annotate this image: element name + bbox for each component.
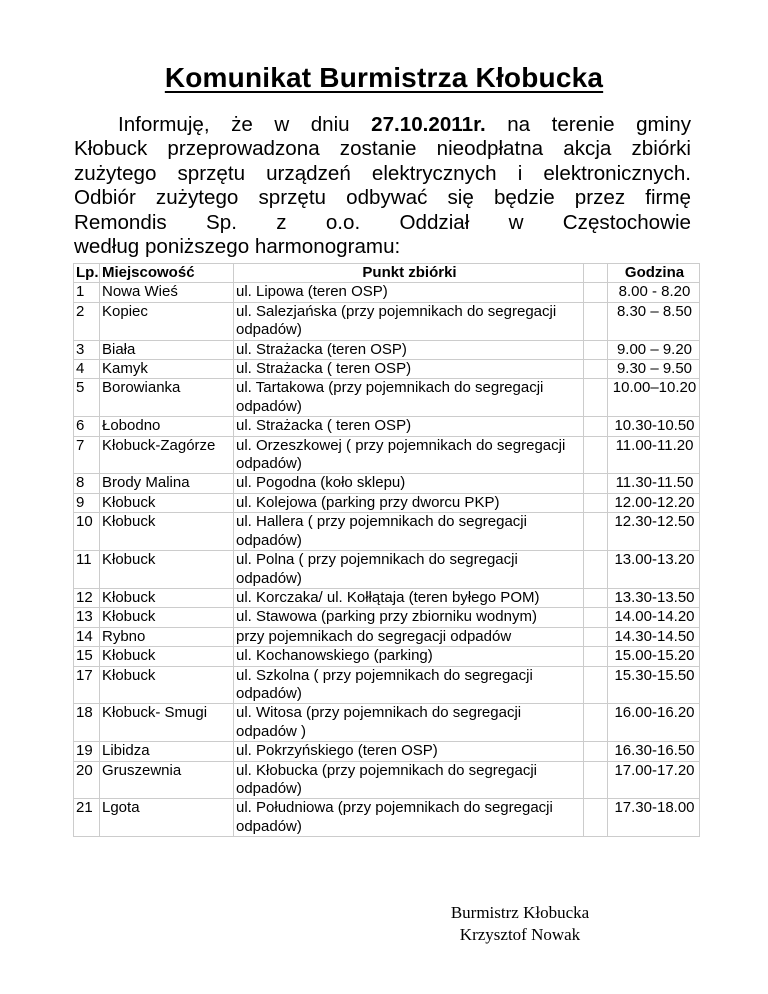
cell-time: 10.30-10.50 — [608, 417, 700, 436]
cell-place: Brody Malina — [100, 474, 234, 493]
cell-gap — [584, 417, 608, 436]
header-time: Godzina — [608, 264, 700, 283]
cell-gap — [584, 302, 608, 340]
table-row — [74, 608, 700, 627]
table-row — [74, 417, 700, 436]
table-row — [74, 761, 700, 799]
cell-point: ul. Salezjańska (przy pojemnikach do segregacji odpadów) — [234, 302, 584, 340]
signature-block — [400, 902, 640, 946]
cell-time: 13.00-13.20 — [608, 551, 700, 589]
cell-lp: 8 — [74, 474, 100, 493]
cell-gap — [584, 627, 608, 646]
cell-place: Libidza — [100, 742, 234, 761]
table-row — [74, 283, 700, 302]
cell-lp: 3 — [74, 340, 100, 359]
cell-time: 15.00-15.20 — [608, 647, 700, 666]
cell-point: ul. Lipowa (teren OSP) — [234, 283, 584, 302]
intro-line-1 — [74, 113, 691, 137]
cell-lp: 11 — [74, 551, 100, 589]
intro-line-6: według poniższego harmonogramu: — [74, 235, 401, 259]
cell-point: ul. Południowa (przy pojemnikach do segregacji odpadów) — [234, 799, 584, 837]
cell-point: ul. Tartakowa (przy pojemnikach do segregacji odpadów) — [234, 379, 584, 417]
cell-place: Łobodno — [100, 417, 234, 436]
cell-point: ul. Witosa (przy pojemnikach do segregacji odpadów ) — [234, 704, 584, 742]
intro-line-4: Odbiór zużytego sprzętu odbywać się będzie przez firmę — [74, 186, 691, 210]
cell-gap — [584, 799, 608, 837]
cell-time: 15.30-15.50 — [608, 666, 700, 704]
cell-place: Kłobuck — [100, 608, 234, 627]
cell-lp: 20 — [74, 761, 100, 799]
cell-gap — [584, 551, 608, 589]
cell-lp: 2 — [74, 302, 100, 340]
cell-point: ul. Szkolna ( przy pojemnikach do segregacji odpadów) — [234, 666, 584, 704]
cell-gap — [584, 608, 608, 627]
table-row — [74, 666, 700, 704]
cell-time: 14.00-14.20 — [608, 608, 700, 627]
cell-point: przy pojemnikach do segregacji odpadów — [234, 627, 584, 646]
table-row — [74, 513, 700, 551]
cell-time: 8.30 – 8.50 — [608, 302, 700, 340]
cell-gap — [584, 379, 608, 417]
table-row — [74, 627, 700, 646]
cell-point: ul. Strażacka ( teren OSP) — [234, 417, 584, 436]
cell-time: 11.30-11.50 — [608, 474, 700, 493]
cell-gap — [584, 647, 608, 666]
cell-lp: 21 — [74, 799, 100, 837]
header-lp: Lp. — [74, 264, 100, 283]
cell-place: Kłobuck — [100, 513, 234, 551]
cell-gap — [584, 761, 608, 799]
table-row — [74, 588, 700, 607]
cell-lp: 4 — [74, 360, 100, 379]
cell-time: 17.30-18.00 — [608, 799, 700, 837]
cell-gap — [584, 436, 608, 474]
cell-gap — [584, 588, 608, 607]
table-row — [74, 551, 700, 589]
event-date: 27.10.2011r. — [371, 113, 486, 136]
cell-lp: 15 — [74, 647, 100, 666]
cell-time: 17.00-17.20 — [608, 761, 700, 799]
cell-lp: 6 — [74, 417, 100, 436]
table-row — [74, 360, 700, 379]
cell-place: Kłobuck — [100, 647, 234, 666]
cell-place: Lgota — [100, 799, 234, 837]
cell-time: 12.00-12.20 — [608, 493, 700, 512]
cell-place: Kłobuck — [100, 551, 234, 589]
cell-time: 9.30 – 9.50 — [608, 360, 700, 379]
cell-gap — [584, 513, 608, 551]
cell-gap — [584, 283, 608, 302]
signature-name: Krzysztof Nowak — [459, 925, 581, 944]
cell-lp: 14 — [74, 627, 100, 646]
intro-paragraph — [74, 113, 691, 259]
intro-line-3: zużytego sprzętu urządzeń elektrycznych i elektronicznych. — [74, 161, 691, 185]
header-point: Punkt zbiórki — [234, 264, 584, 283]
cell-lp: 7 — [74, 436, 100, 474]
table-header-row — [74, 264, 700, 283]
table-row — [74, 302, 700, 340]
cell-time: 12.30-12.50 — [608, 513, 700, 551]
cell-point: ul. Pokrzyńskiego (teren OSP) — [234, 742, 584, 761]
cell-point: ul. Kolejowa (parking przy dworcu PKP) — [234, 493, 584, 512]
cell-lp: 18 — [74, 704, 100, 742]
cell-lp: 1 — [74, 283, 100, 302]
cell-gap — [584, 742, 608, 761]
schedule-body — [74, 283, 700, 837]
cell-time: 16.30-16.50 — [608, 742, 700, 761]
cell-point: ul. Kochanowskiego (parking) — [234, 647, 584, 666]
cell-point: ul. Kłobucka (przy pojemnikach do segregacji odpadów) — [234, 761, 584, 799]
page-title: Komunikat Burmistrza Kłobucka — [164, 62, 604, 93]
cell-lp: 9 — [74, 493, 100, 512]
intro-line-5: Remondis Sp. z o.o. Oddział w Częstochowie — [74, 210, 691, 234]
cell-place: Kłobuck — [100, 588, 234, 607]
cell-gap — [584, 340, 608, 359]
cell-point: ul. Polna ( przy pojemnikach do segregacji odpadów) — [234, 551, 584, 589]
intro-text-pre: Informuję, że w dniu — [118, 113, 372, 136]
cell-lp: 13 — [74, 608, 100, 627]
cell-place: Kłobuck-Zagórze — [100, 436, 234, 474]
intro-line-2: Kłobuck przeprowadzona zostanie nieodpłatna akcja zbiórki — [74, 137, 691, 161]
table-row — [74, 379, 700, 417]
cell-gap — [584, 704, 608, 742]
cell-place: Nowa Wieś — [100, 283, 234, 302]
table-row — [74, 474, 700, 493]
cell-place: Kopiec — [100, 302, 234, 340]
cell-time: 11.00-11.20 — [608, 436, 700, 474]
cell-place: Biała — [100, 340, 234, 359]
header-gap — [584, 264, 608, 283]
cell-time: 16.00-16.20 — [608, 704, 700, 742]
cell-point: ul. Orzeszkowej ( przy pojemnikach do segregacji odpadów) — [234, 436, 584, 474]
table-row — [74, 493, 700, 512]
table-row — [74, 436, 700, 474]
cell-place: Borowianka — [100, 379, 234, 417]
cell-lp: 10 — [74, 513, 100, 551]
table-row — [74, 799, 700, 837]
table-row — [74, 704, 700, 742]
cell-time: 13.30-13.50 — [608, 588, 700, 607]
table-row — [74, 742, 700, 761]
cell-place: Kłobuck — [100, 493, 234, 512]
header-place: Miejscowość — [100, 264, 234, 283]
cell-time: 9.00 – 9.20 — [608, 340, 700, 359]
cell-lp: 19 — [74, 742, 100, 761]
cell-gap — [584, 493, 608, 512]
cell-place: Kamyk — [100, 360, 234, 379]
cell-point: ul. Strażacka ( teren OSP) — [234, 360, 584, 379]
table-row — [74, 647, 700, 666]
cell-point: ul. Strażacka (teren OSP) — [234, 340, 584, 359]
cell-time: 8.00 - 8.20 — [608, 283, 700, 302]
schedule-table — [73, 263, 700, 837]
signature-role: Burmistrz Kłobucka — [450, 903, 590, 922]
cell-gap — [584, 474, 608, 493]
cell-point: ul. Korczaka/ ul. Kołłątaja (teren byłego POM) — [234, 588, 584, 607]
intro-text-post: na terenie gminy — [485, 113, 691, 136]
cell-point: ul. Hallera ( przy pojemnikach do segregacji odpadów) — [234, 513, 584, 551]
cell-place: Gruszewnia — [100, 761, 234, 799]
cell-gap — [584, 360, 608, 379]
cell-place: Kłobuck- Smugi — [100, 704, 234, 742]
cell-time: 14.30-14.50 — [608, 627, 700, 646]
cell-time: 10.00–10.20 — [608, 379, 700, 417]
cell-place: Kłobuck — [100, 666, 234, 704]
cell-place: Rybno — [100, 627, 234, 646]
table-row — [74, 340, 700, 359]
cell-lp: 5 — [74, 379, 100, 417]
cell-point: ul. Pogodna (koło sklepu) — [234, 474, 584, 493]
cell-gap — [584, 666, 608, 704]
cell-lp: 17 — [74, 666, 100, 704]
cell-lp: 12 — [74, 588, 100, 607]
cell-point: ul. Stawowa (parking przy zbiorniku wodnym) — [234, 608, 584, 627]
